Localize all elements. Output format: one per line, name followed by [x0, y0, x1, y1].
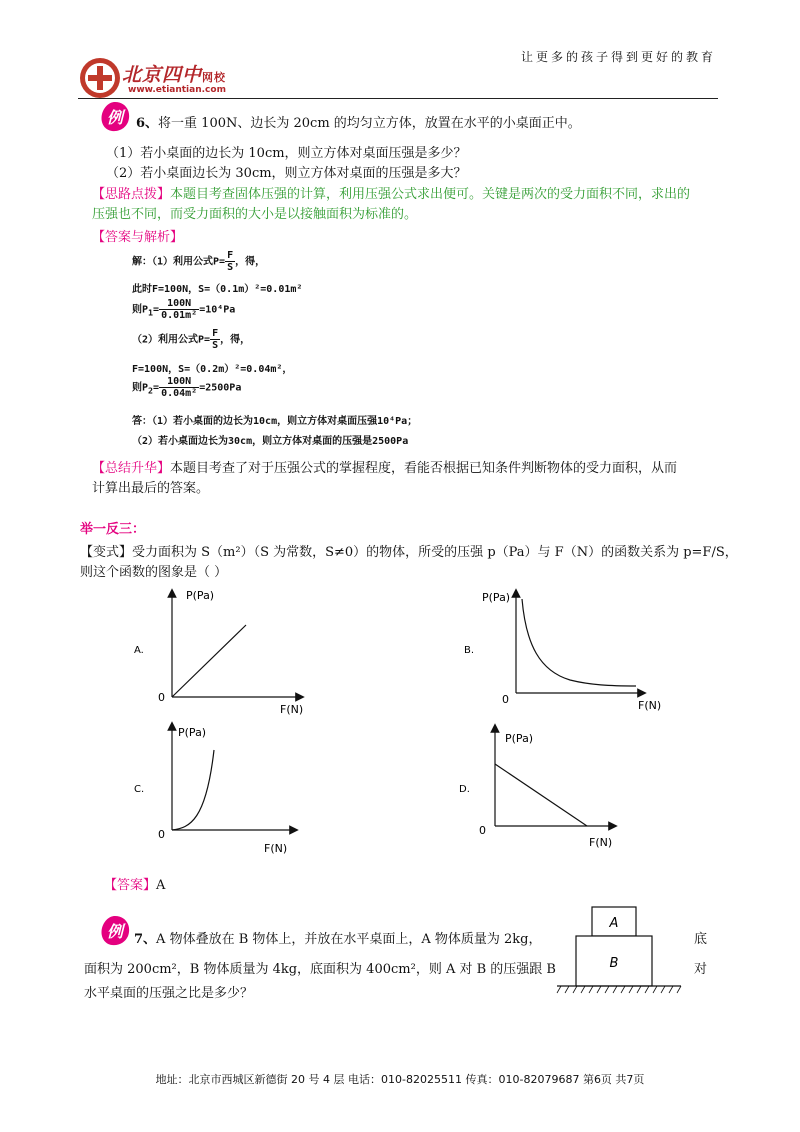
example-6-question-2: （2）若小桌面边长为 30cm，则立方体对桌面的压强是多大？ [106, 166, 467, 181]
header-slogan: 让更多的孩子得到更好的教育 [520, 50, 716, 64]
practice-answer: 【答案】A [104, 878, 166, 893]
block-a-label: A [609, 916, 619, 931]
graph-option-b [460, 585, 670, 715]
summary-label: 【总结升华】 [92, 461, 171, 476]
example-badge-icon [98, 914, 132, 948]
variant-question: 【变式】受力面积为 S（m²）（S 为常数，S≠0）的物体，所受的压强 p（Pa）与 F（N）的函数关系为 p=F/S， 则这个函数的图象是（ ） [80, 545, 738, 580]
example-7-line-2-end: 对 [694, 962, 708, 977]
example-7-line-2: 面积为 200cm²，B 物体质量为 4kg，底面积为 400cm²，则 A 对 B 的压强跟 B [84, 962, 556, 977]
hint-label: 【思路点拨】 [92, 187, 171, 202]
graph-b-curve [522, 599, 636, 686]
graph-c-curve [172, 750, 214, 830]
stacked-blocks-diagram [555, 905, 685, 997]
graph-d-y-label: P(Pa) [505, 732, 534, 745]
example-7-line-1: 7、A 物体叠放在 B 物体上，并放在水平桌面上，A 物体质量为 2kg， [134, 932, 542, 947]
example-6-question-1: （1）若小桌面的边长为 10cm，则立方体对桌面压强是多少？ [106, 146, 467, 161]
example-badge-icon [98, 100, 132, 134]
graph-a-origin: 0 [158, 691, 165, 704]
graph-c-origin: 0 [158, 828, 165, 841]
summary-paragraph: 【总结升华】本题目考查了对于压强公式的掌握程度，看能否根据已知条件判断物体的受力面积，从而 计算出最后的答案。 [92, 461, 678, 496]
page-footer: 地址：北京市西城区新德街 20 号 4 层 电话：010-82025511 传真：010-82079687 第6页 共7页 [155, 1073, 645, 1086]
graph-d-origin: 0 [479, 824, 486, 837]
graph-a-y-label: P(Pa) [186, 589, 215, 602]
graph-b-option-label: B. [464, 645, 475, 656]
solution-line-5: F=100N，S=（0.2m）²=0.04m²， [132, 364, 293, 375]
example-7-line-1-end: 底 [694, 932, 708, 947]
solution-line-8: （2）若小桌面边长为30cm，则立方体对桌面的压强是2500Pa [132, 436, 409, 447]
header-divider [78, 98, 718, 99]
block-b-label: B [609, 956, 619, 971]
practice-title: 举一反三： [80, 522, 146, 537]
logo-name: 北京四中网校 [122, 64, 227, 86]
example-7-line-3: 水平桌面的压强之比是多少？ [84, 986, 254, 1001]
svg-text:例: 例 [106, 108, 124, 127]
solution-line-3: 则$P_1=$ $\frac{100N}{\text{0.01m²}}$ =10⁴Pa [132, 298, 236, 321]
solution-line-1: 解：（1）利用公式P= $\frac{F}{S}$ ，得， [132, 250, 266, 273]
school-logo-icon [78, 56, 122, 100]
graph-b-x-label: F(N) [638, 699, 662, 712]
solution-line-4: （2）利用公式P= $\frac{F}{S}$ ，得， [132, 328, 251, 351]
hint-paragraph: 【思路点拨】本题目考查固体压强的计算，利用压强公式求出便可。关键是两次的受力面积不同，求出的 压强也不同，而受力面积的大小是以接触面积为标准的。 [92, 187, 691, 222]
solution-line-2: 此时F=100N，S=（0.1m）²=0.01m² [132, 284, 303, 295]
graph-option-c [130, 720, 330, 855]
logo-url: www.etiantian.com [128, 85, 226, 95]
example-6-stem: 6、将一重 100N、边长为 20cm 的均匀立方体，放置在水平的小桌面正中。 [136, 116, 581, 131]
graph-a-curve [172, 625, 246, 697]
svg-text:例: 例 [106, 922, 124, 941]
graph-c-y-label: P(Pa) [178, 726, 207, 739]
graph-b-origin: 0 [502, 693, 509, 706]
graph-d-curve [495, 764, 587, 826]
graph-c-x-label: F(N) [264, 842, 288, 855]
graph-d-option-label: D. [459, 784, 470, 795]
solution-line-7: 答：（1）若小桌面的边长为10cm，则立方体对桌面压强10⁴Pa； [132, 416, 418, 427]
graph-c-option-label: C. [134, 784, 145, 795]
graph-a-x-label: F(N) [280, 703, 304, 715]
graph-option-d [455, 720, 665, 855]
answer-analysis-label: 【答案与解析】 [92, 230, 184, 245]
solution-line-6: 则$P_2=$ $\frac{100N}{\text{0.04m²}}$ =2500Pa [132, 376, 242, 399]
graph-option-a [130, 585, 330, 715]
graph-a-option-label: A. [134, 645, 144, 656]
table-hatching [557, 986, 681, 993]
graph-b-y-label: P(Pa) [482, 591, 511, 604]
graph-d-x-label: F(N) [589, 836, 613, 849]
